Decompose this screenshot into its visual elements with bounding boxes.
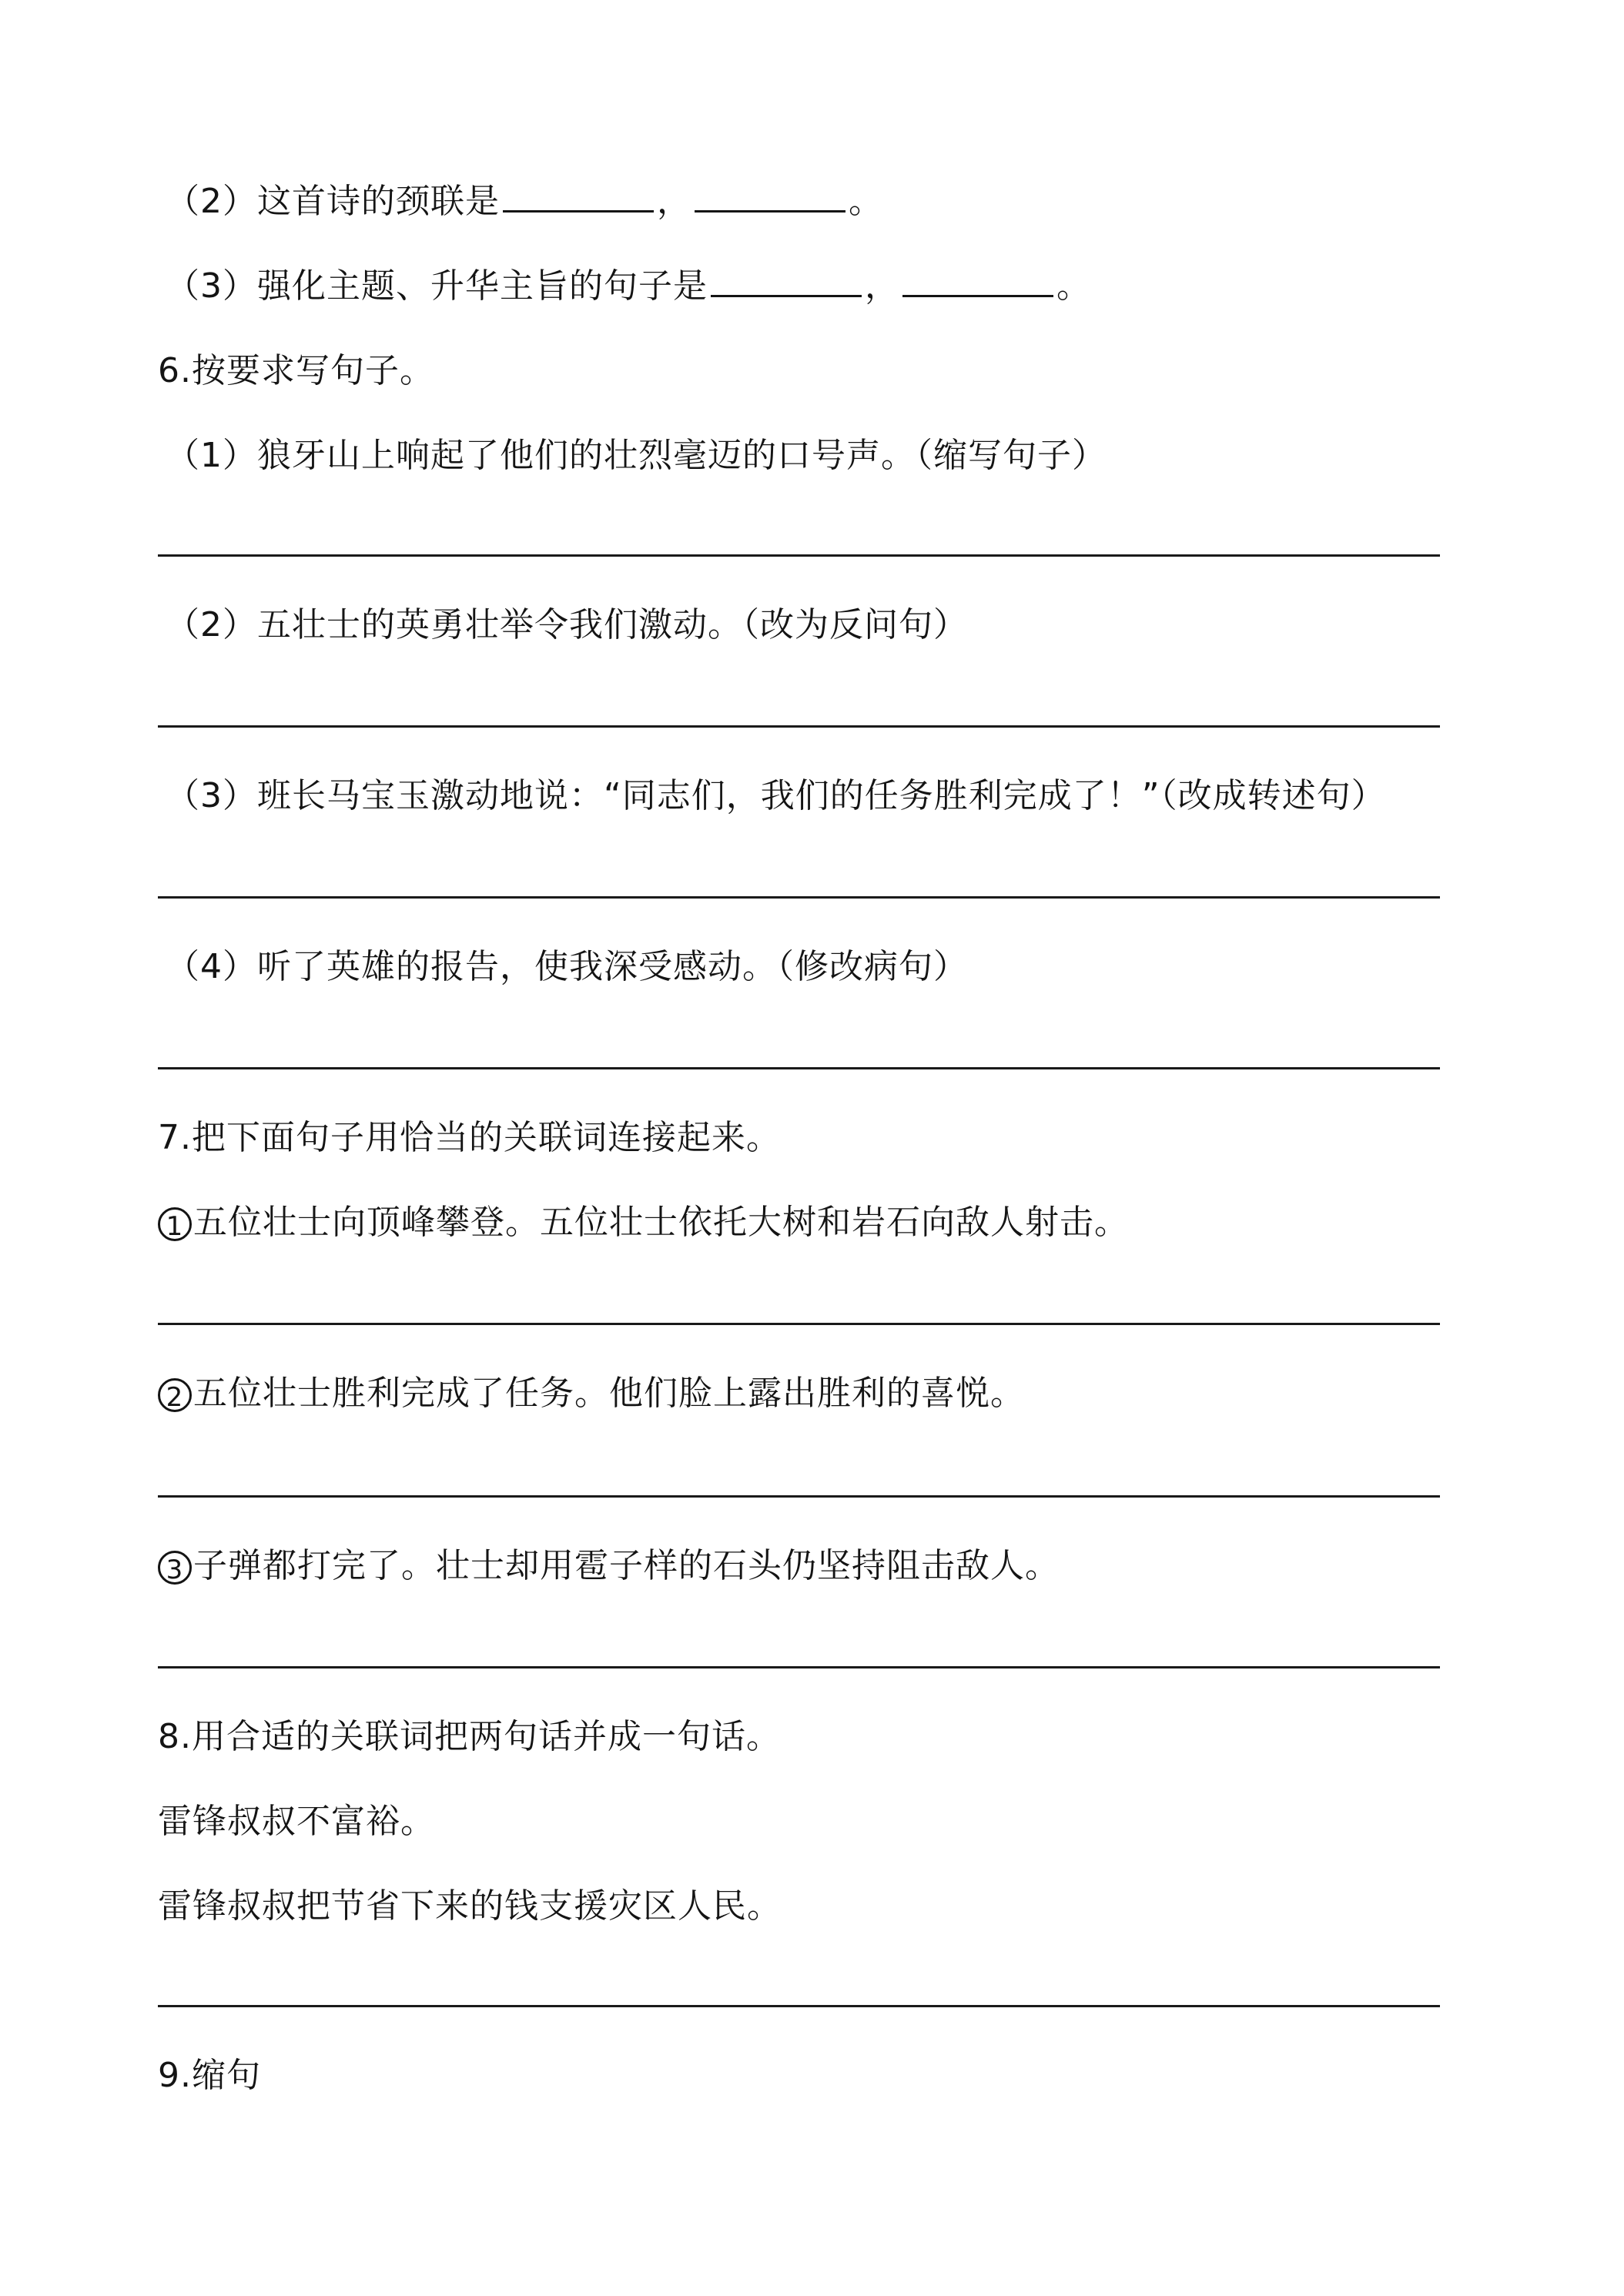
q7-item-1-text: 五位壮士向顶峰攀登。五位壮士依托大树和岩石向敌人射击。 bbox=[193, 1203, 1129, 1242]
q5-sub2-blank-1[interactable] bbox=[503, 179, 654, 213]
q5-sub3-separator: ， bbox=[865, 266, 899, 306]
q5-sub2-blank-2[interactable] bbox=[695, 179, 845, 213]
circled-number-2: 2 bbox=[158, 1378, 192, 1412]
q5-sub3-blank-1[interactable] bbox=[711, 264, 862, 297]
q5-sub3-text: （3）强化主题、升华主旨的句子是 bbox=[166, 266, 708, 306]
q5-sub2-end: 。 bbox=[849, 182, 883, 221]
q6-item-3: （3）班长马宝玉激动地说：“同志们，我们的任务胜利完成了！”（改成转述句） bbox=[166, 776, 1386, 815]
q6-answer-line-4[interactable] bbox=[158, 1067, 1440, 1069]
q7-answer-line-2[interactable] bbox=[158, 1495, 1440, 1498]
q5-sub2-separator: ， bbox=[657, 182, 691, 221]
q5-sub3-blank-2[interactable] bbox=[902, 264, 1053, 297]
q6-item-1: （1）狼牙山上响起了他们的壮烈毫迈的口号声。（缩写句子） bbox=[166, 436, 1107, 475]
q7-item-3 bbox=[158, 1543, 1060, 1589]
q7-answer-line-3[interactable] bbox=[158, 1666, 1440, 1668]
q7-item-1 bbox=[158, 1200, 1129, 1246]
q6-item-2: （2）五壮士的英勇壮举令我们激动。（改为反问句） bbox=[166, 605, 968, 644]
q7-title: 7.把下面句子用恰当的关联词连接起来。 bbox=[158, 1118, 781, 1157]
q7-answer-line-1[interactable] bbox=[158, 1323, 1440, 1325]
q5-sub3-end: 。 bbox=[1056, 266, 1091, 306]
q5-sub2 bbox=[166, 179, 883, 225]
q7-item-3-text: 子弹都打完了。壮士却用雹子样的石头仍坚持阻击敌人。 bbox=[193, 1546, 1060, 1585]
q8-sentence-1: 雷锋叔叔不富裕。 bbox=[158, 1802, 435, 1841]
q6-answer-line-3[interactable] bbox=[158, 896, 1440, 899]
q7-item-2-text: 五位壮士胜利完成了任务。他们脸上露出胜利的喜悦。 bbox=[193, 1374, 1025, 1413]
q6-answer-line-2[interactable] bbox=[158, 725, 1440, 728]
circled-number-3: 3 bbox=[158, 1551, 192, 1585]
q8-sentence-2: 雷锋叔叔把节省下来的钱支援灾区人民。 bbox=[158, 1886, 782, 1926]
q5-sub2-text: （2）这首诗的颈联是 bbox=[166, 182, 500, 221]
q6-answer-line-1[interactable] bbox=[158, 554, 1440, 557]
q5-sub3 bbox=[166, 263, 1091, 310]
q7-item-2 bbox=[158, 1371, 1025, 1417]
q8-title: 8.用合适的关联词把两句话并成一句话。 bbox=[158, 1717, 781, 1756]
q8-answer-line[interactable] bbox=[158, 2005, 1440, 2007]
circled-number-1: 1 bbox=[158, 1207, 192, 1241]
q9-title: 9.缩句 bbox=[158, 2056, 261, 2095]
q6-item-4: （4）听了英雄的报告，使我深受感动。（修改病句） bbox=[166, 947, 968, 986]
q6-title: 6.按要求写句子。 bbox=[158, 351, 434, 390]
